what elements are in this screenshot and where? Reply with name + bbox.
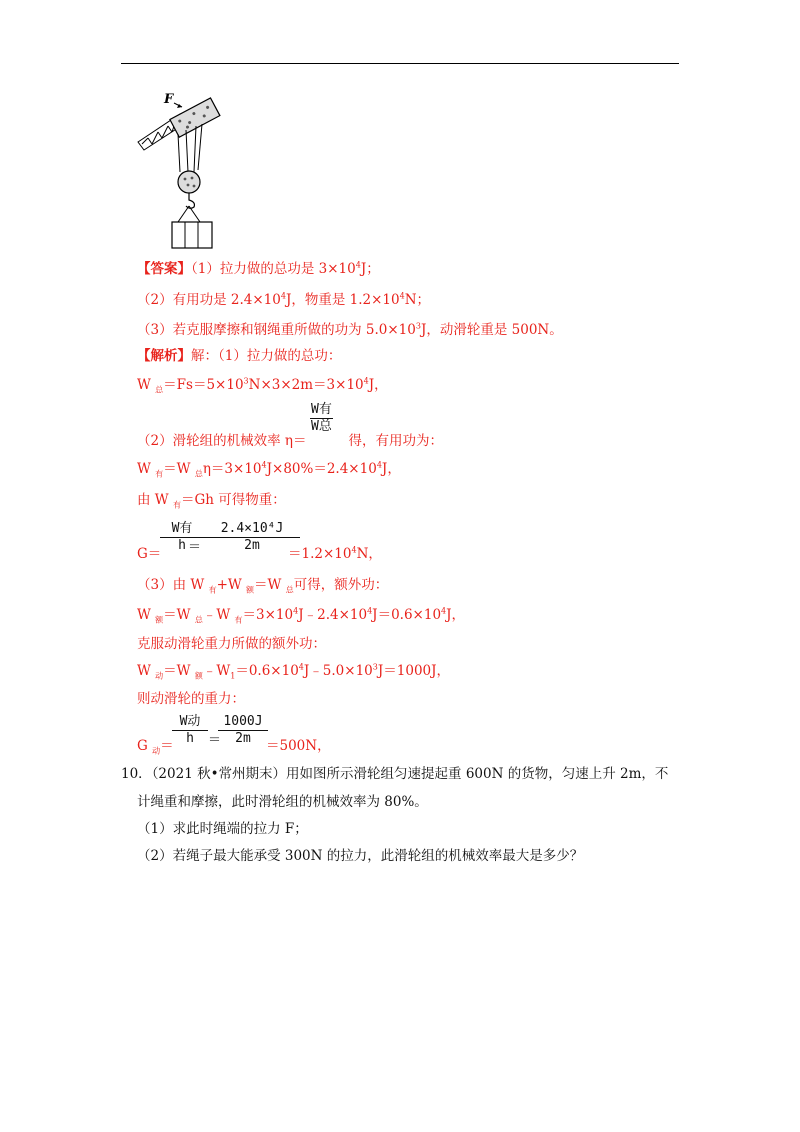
efficiency-line: （2）滑轮组的机械效率 η＝ 得，有用功为： [137, 433, 443, 449]
answer-line-1: 【答案】（1）拉力做的总功是 $3\times 10^4J$； [137, 260, 380, 277]
header-rule [121, 63, 679, 64]
crane-diagram-icon [136, 94, 226, 254]
pulley-weight-result: ＝500N， [266, 738, 331, 754]
gh-line: 由 W $_有$＝Gh 可得物重： [137, 492, 286, 510]
answer-tag: 【答案】 [137, 261, 191, 277]
useful-work-line: W $_有$＝W $_总\eta=3\times 10^4J\times 80\%=2.4\times 10^4J$， [137, 460, 401, 479]
question-10-sub-1: （1）求此时绳端的拉力 F； [137, 821, 308, 837]
overcome-line: 克服动滑轮重力所做的额外功： [137, 636, 326, 652]
pulley-weight-fraction-2: 1000J 2m [218, 714, 268, 747]
answer-line-2: （2）有用功是 $2.4\times 10^4J$，物重是 $1.2\times 10^4N$； [137, 291, 431, 308]
weight-fraction-1: W有 h [160, 521, 204, 554]
analysis-tag: 【解析】 [137, 348, 191, 364]
movable-work-line: W $_动$＝W $_额﹣W_1=0.6\times 10^4J﹣5.0\times 10^3J=1000J$， [137, 662, 451, 681]
extra-work-intro: （3）由 W $_有$+W $_额$＝W $_总$可得，额外功： [137, 577, 389, 595]
pulley-weight-line: G $_动$＝ [137, 738, 174, 756]
question-10-line-2: 计绳重和摩擦，此时滑轮组的机械效率为 80%。 [137, 794, 428, 810]
analysis-intro: 【解析】解：（1）拉力做的总功： [137, 348, 342, 364]
weight-line: G＝ [137, 546, 162, 562]
question-10-sub-2: （2）若绳子最大能承受 300N 的拉力，此滑轮组的机械效率最大是多少？ [137, 848, 584, 864]
efficiency-fraction: W有 W总 [311, 402, 332, 434]
extra-work-line: W $_额$＝W $_总$﹣W $_有=3\times 10^4J﹣2.4\times 10^4J=0.6\times 10^4J$， [137, 606, 466, 625]
then-line: 则动滑轮的重力： [137, 691, 245, 707]
weight-fraction-2: 2.4×10⁴J 2m [204, 521, 300, 554]
weight-result: $=1.2\times 10^4N$， [288, 545, 382, 562]
question-10-line-1: 10．（2021 秋•常州期末）用如图所示滑轮组匀速提起重 600N 的货物，匀速上升 2m，不 [121, 766, 669, 782]
total-work-line: W $_总=Fs=5\times 10^3N\times 3\times 2m=3\times 10^4J$， [137, 376, 388, 395]
force-label: F [164, 92, 174, 107]
pulley-weight-fraction-1: W动 h [172, 714, 208, 747]
answer-line-3: （3）若克服摩擦和钢绳重所做的功为 $5.0\times 10^3J$，动滑轮重是 500N。 [137, 321, 563, 338]
weight-eq: ＝ [188, 540, 202, 555]
question-number: 10． [121, 766, 152, 782]
pulley-weight-eq: ＝ [208, 733, 222, 748]
crane-pulley-figure [136, 94, 226, 254]
